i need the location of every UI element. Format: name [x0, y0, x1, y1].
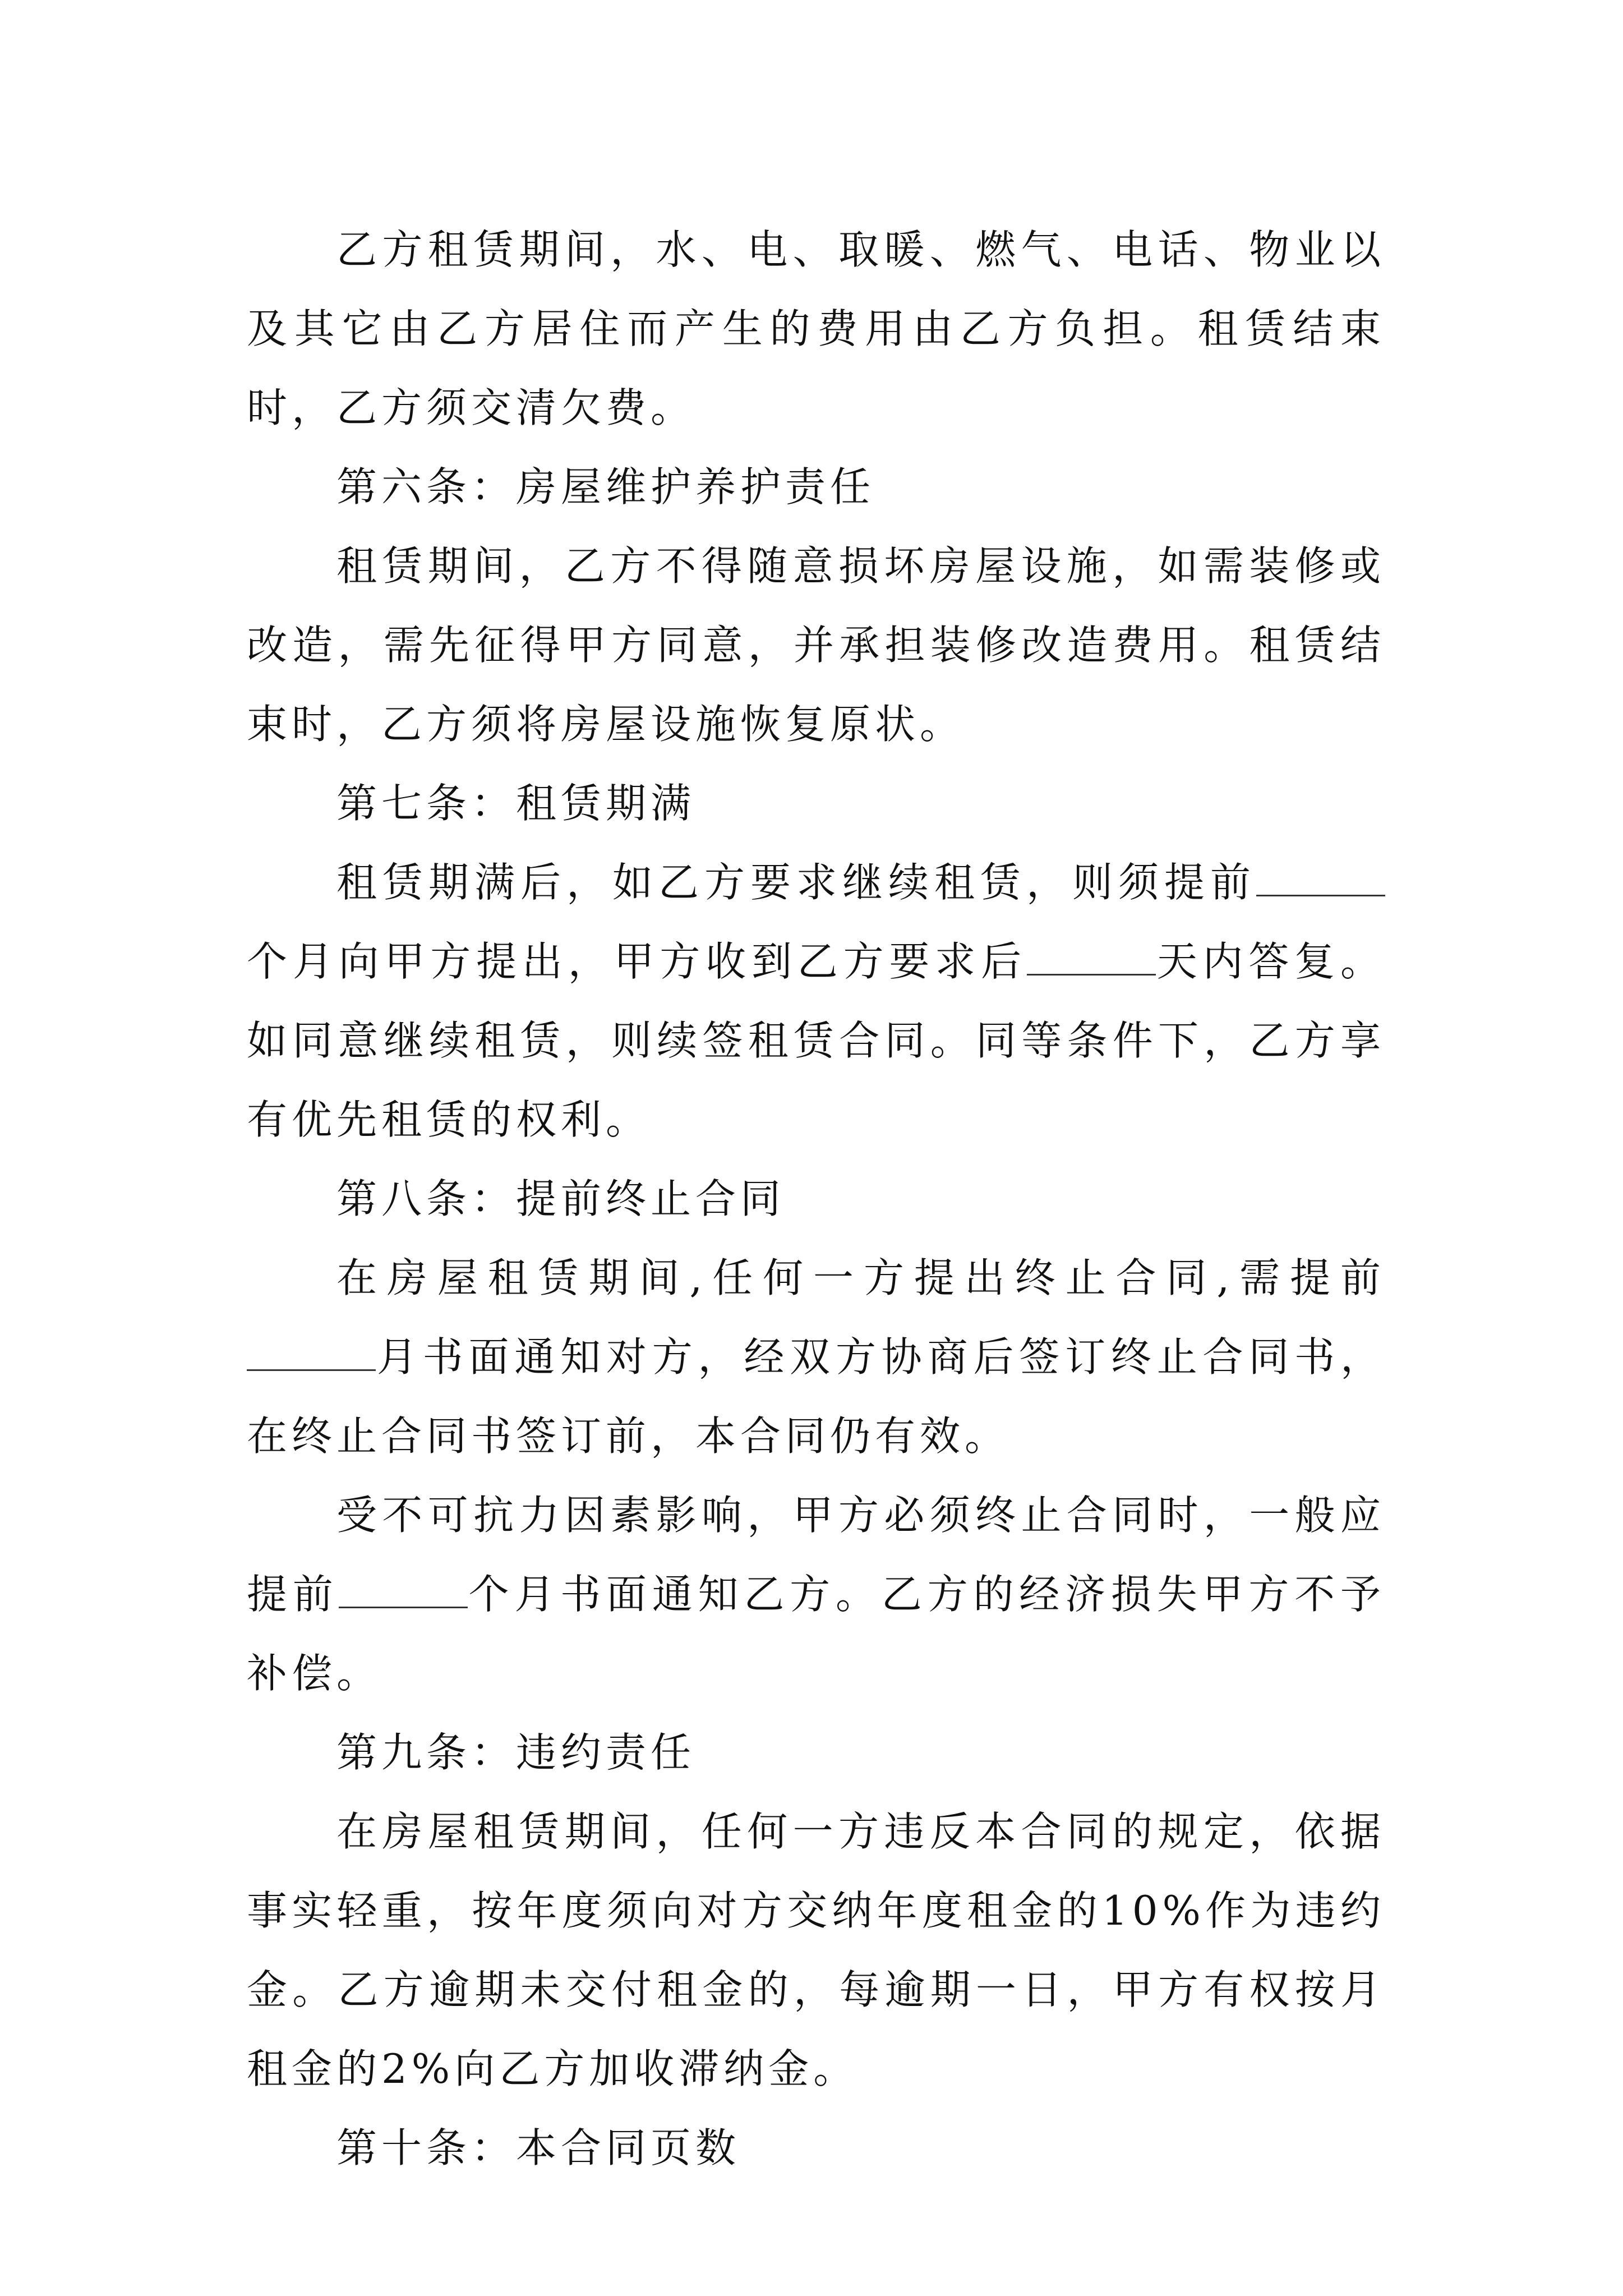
lease-expiry-text-a: 租赁期满后，如乙方要求继续租赁，则须提前 [336, 859, 1256, 906]
paragraph-early-termination [247, 1239, 1385, 1476]
heading-article-8: 第八条：提前终止合同 [336, 1175, 786, 1222]
paragraph-maintenance: 租赁期间，乙方不得随意损坏房屋设施，如需装修或改造，需先征得甲方同意，并承担装修改造费用。租赁结束时，乙方须将房屋设施恢复原状。 [247, 542, 1385, 748]
fill-blank-months-before [1256, 860, 1385, 896]
paragraph-lease-expiry [247, 843, 1385, 1159]
document-body [247, 210, 1385, 2188]
heading-article-6: 第六条：房屋维护养护责任 [336, 463, 875, 510]
lease-expiry-text-c: 天内答复。如同意继续租赁，则续签租赁合同。同等条件下，乙方享有优先租赁的权利。 [247, 938, 1385, 1143]
fill-blank-notice-months [247, 1335, 376, 1371]
early-termination-text-b: 月书面通知对方，经双方协商后签订终止合同书，在终止合同书签订前，本合同仍有效。 [247, 1333, 1385, 1460]
heading-article-10: 第十条：本合同页数 [336, 2124, 741, 2171]
paragraph-force-majeure [247, 1476, 1385, 1713]
force-majeure-text-b: 个月书面通知乙方。乙方的经济损失甲方不予补偿。 [247, 1571, 1385, 1697]
paragraph-breach-liability: 在房屋租赁期间，任何一方违反本合同的规定，依据事实轻重，按年度须向对方交纳年度租金的10%作为违约金。乙方逾期未交付租金的，每逾期一日，甲方有权按月租金的2%向乙方加收滞纳金。 [247, 1808, 1385, 2092]
fill-blank-reply-days [1027, 939, 1156, 976]
fill-blank-force-majeure-months [339, 1572, 468, 1608]
lease-expiry-text-b: 个月向甲方提出，甲方收到乙方要求后 [247, 938, 1027, 985]
force-majeure-text-a: 受不可抗力因素影响，甲方必须终止合同时，一般应提前 [247, 1492, 1385, 1618]
paragraph-utilities: 乙方租赁期间，水、电、取暖、燃气、电话、物业以及其它由乙方居住而产生的费用由乙方负担。租赁结束时，乙方须交清欠费。 [247, 226, 1385, 431]
heading-article-7: 第七条：租赁期满 [336, 780, 696, 827]
heading-article-9: 第九条：违约责任 [336, 1729, 696, 1776]
early-termination-text-a: 在房屋租赁期间,任何一方提出终止合同,需提前 [336, 1254, 1385, 1301]
